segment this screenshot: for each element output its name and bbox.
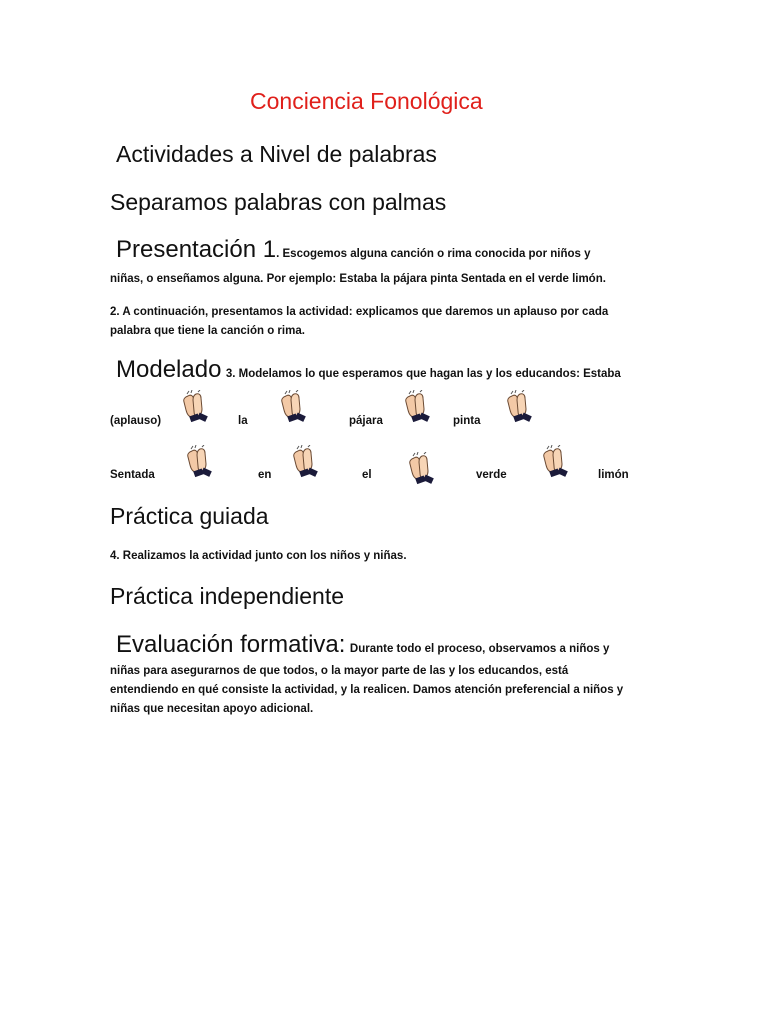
modelado-label: Modelado bbox=[116, 356, 222, 383]
model-word: el bbox=[362, 469, 372, 481]
presentation-line bbox=[116, 236, 591, 264]
model-word: verde bbox=[476, 469, 507, 481]
evaluacion-line2: niñas para asegurarnos de que todos, o la mayor parte de las y los educandos, está bbox=[110, 665, 569, 677]
practica-guiada-heading: Práctica guiada bbox=[110, 503, 269, 529]
clapping-hands-icon bbox=[538, 445, 576, 481]
evaluacion-line bbox=[116, 631, 609, 659]
practica-independiente-heading: Práctica independiente bbox=[110, 583, 344, 609]
evaluacion-line3: entendiendo en qué consiste la actividad, y la realicen. Damos atención preferencial a niños y bbox=[110, 684, 624, 696]
clapping-hands-icon bbox=[178, 390, 216, 426]
clapping-hands-icon bbox=[182, 445, 220, 481]
model-word: pájara bbox=[349, 415, 383, 427]
model-word: en bbox=[258, 469, 272, 481]
presentation-text: . Escogemos alguna canción o rima conocida por niños y bbox=[276, 248, 591, 260]
model-word: la bbox=[238, 415, 248, 427]
modelado-line bbox=[116, 356, 621, 384]
presentation-label: Presentación 1 bbox=[116, 236, 277, 263]
document-title: Conciencia Fonológica bbox=[250, 88, 483, 114]
model-word: Sentada bbox=[110, 469, 155, 481]
clapping-hands-icon bbox=[288, 445, 326, 481]
evaluacion-text: Durante todo el proceso, observamos a niños y bbox=[349, 643, 610, 655]
evaluacion-line4: niñas que necesitan apoyo adicional. bbox=[110, 703, 314, 715]
clapping-hands-icon bbox=[400, 390, 438, 426]
step2-line1: 2. A continuación, presentamos la actividad: explicamos que daremos un aplauso por cada bbox=[110, 306, 609, 318]
model-word: pinta bbox=[453, 415, 481, 427]
clapping-hands-icon bbox=[404, 452, 442, 488]
sub-heading: Separamos palabras con palmas bbox=[110, 189, 447, 215]
step2-line2: palabra que tiene la canción o rima. bbox=[110, 325, 305, 337]
clapping-hands-icon bbox=[276, 390, 314, 426]
model-word: limón bbox=[598, 469, 629, 481]
clapping-hands-icon bbox=[502, 390, 540, 426]
modelado-text: 3. Modelamos lo que esperamos que hagan las y los educandos: Estaba bbox=[225, 368, 621, 380]
activity-heading: Actividades a Nivel de palabras bbox=[116, 141, 437, 167]
model-word: (aplauso) bbox=[110, 415, 162, 427]
presentation-text-2: niñas, o enseñamos alguna. Por ejemplo: Estaba la pájara pinta Sentada en el verde limón. bbox=[110, 273, 606, 285]
evaluacion-label: Evaluación formativa: bbox=[116, 631, 346, 658]
practica-guiada-text: 4. Realizamos la actividad junto con los niños y niñas. bbox=[110, 550, 407, 562]
